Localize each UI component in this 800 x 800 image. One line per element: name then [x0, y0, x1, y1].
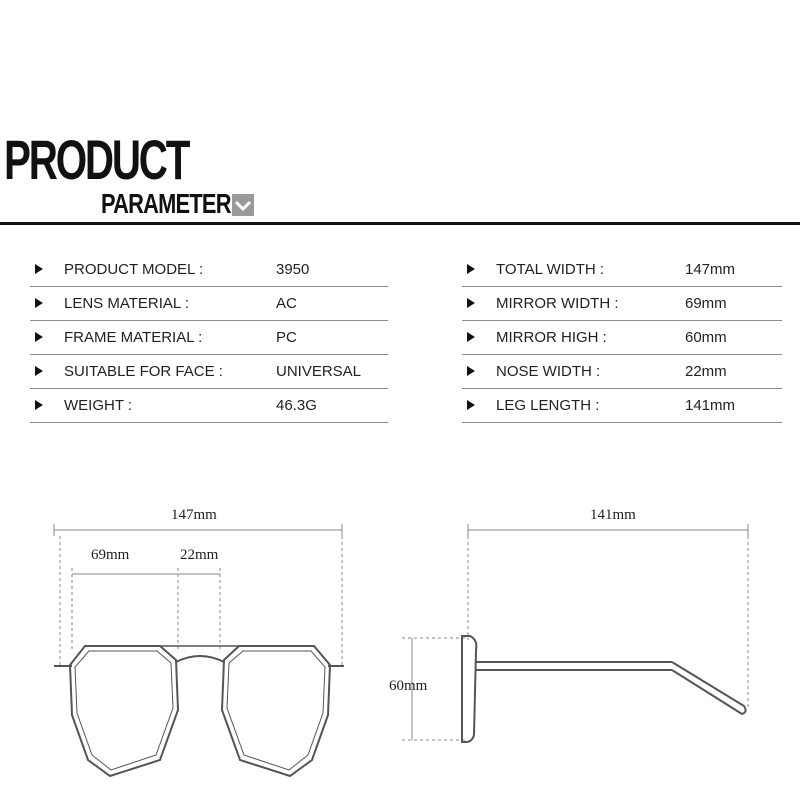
page-subtitle: PARAMETER — [101, 188, 231, 219]
leg-length-label: 141mm — [590, 507, 636, 523]
spec-value: 46.3G — [276, 397, 317, 414]
spec-label: MIRROR WIDTH : — [496, 295, 619, 312]
spec-label: FRAME MATERIAL : — [64, 329, 203, 346]
spec-value: 3950 — [276, 261, 310, 278]
spec-value: UNIVERSAL — [276, 363, 362, 380]
lens-width-label: 69mm — [91, 547, 130, 563]
spec-label: MIRROR HIGH : — [496, 329, 607, 346]
spec-label: NOSE WIDTH : — [496, 363, 601, 380]
glasses-side-view — [462, 636, 746, 742]
glasses-front-view — [54, 646, 344, 776]
spec-value: 60mm — [685, 329, 727, 346]
spec-label: SUITABLE FOR FACE : — [64, 363, 223, 380]
total-width-label: 147mm — [171, 507, 217, 523]
spec-value: 147mm — [685, 261, 736, 278]
page-title: PRODUCT — [4, 128, 189, 191]
spec-label: TOTAL WIDTH : — [496, 261, 605, 278]
spec-label: LENS MATERIAL : — [64, 295, 190, 312]
lens-height-label: 60mm — [389, 678, 428, 694]
spec-label: LEG LENGTH : — [496, 397, 600, 414]
spec-value: 22mm — [685, 363, 727, 380]
spec-label: PRODUCT MODEL : — [64, 261, 204, 278]
nose-width-label: 22mm — [180, 547, 219, 563]
spec-value: AC — [276, 295, 297, 312]
spec-label: WEIGHT : — [64, 397, 133, 414]
spec-value: PC — [276, 329, 297, 346]
spec-value: 69mm — [685, 295, 727, 312]
spec-value: 141mm — [685, 397, 736, 414]
